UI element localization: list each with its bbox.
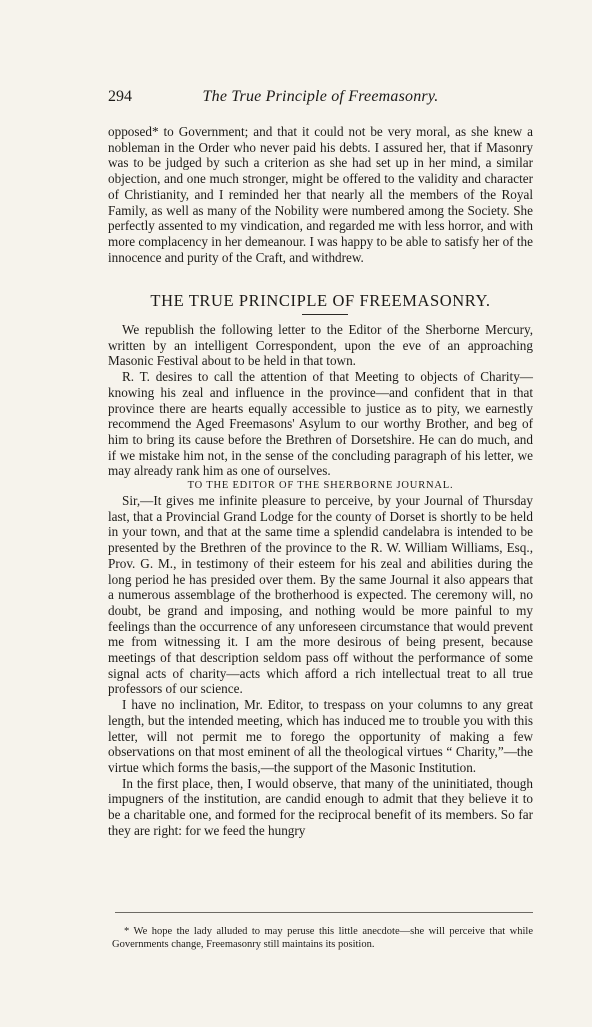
section-title: THE TRUE PRINCIPLE OF FREEMASONRY. [150,291,491,310]
paragraph-editor-note: R. T. desires to call the attention of that Meeting to objects of Charity—knowing his zeal and influence in the province—and confident that in that province there are hearts equally accessible to justice as to pity, we earnestly recommend the Aged Freemasons' Asylum to our worthy Brother, and beg of him to bring its cause before the Brethren of Dorsetshire. He can do much, and if we mistake him not, in the sense of the concluding paragraph of his letter, we may already rank him as one of ourselves. [108,369,533,479]
footnote: * We hope the lady alluded to may peruse this little anecdote—she will perceive that while Governments change, Freemasonry still maintains its position. [112,926,533,950]
paragraph-letter-opening: Sir,—It gives me infinite pleasure to perceive, by your Journal of Thursday last, that a Provincial Grand Lodge for the county of Dorset is shortly to be held in your town, and that at the same time a splendid candelabra is intended to be presented by the Brethren of the province to the R. W. William Williams, Esq., Prov. G. M., in testimony of their esteem for his zeal and abilities during the long period he has presided over them. By the same Journal it also appears that a numerous assemblage of the brotherhood is expected. The ceremony will, no doubt, be grand and imposing, and nothing would be more painful to my feelings than the occurrence of any unforeseen circumstance that would prevent me from witnessing it. I am the more desirous of being present, because meetings of that description seldom pass off without the performance of some signal acts of charity—acts which afford a rich intellectual treat to all true professors of our science. [108,493,533,697]
title-rule [302,314,348,315]
running-title: The True Principle of Freemasonry. [202,88,439,105]
page-header [108,88,533,110]
footnote-rule [115,912,533,913]
paragraph-charity: I have no inclination, Mr. Editor, to trespass on your columns to any great length, but the intended meeting, which has induced me to trouble you with this letter, will not permit me to forego the opportunity of making a few observations on that most eminent of all the theological virtues “ Charity,”—the virtue which forms the basis,—the support of the Masonic Institution. [108,697,533,775]
paragraph-intro-letter: We republish the following letter to the Editor of the Sherborne Mercury, written by an intelligent Correspondent, upon the eve of an approaching Masonic Festival about to be held in that town. [108,322,533,369]
paragraph-uninitiated: In the first place, then, I would observe, that many of the uninitiated, though impugners of the institution, are candid enough to admit that they believe it to be a charitable one, and formed for the reciprocal benefit of its members. So far they are right: for we feed the hungry [108,775,533,838]
intro-paragraph: opposed* to Government; and that it could not be very moral, as she knew a nobleman in the Order who never paid his debts. I assured her, that if Masonry was to be judged by such a criterion as she had set up in her mind, a similar objection, and one much stronger, might be offered to the validity and character of Christianity, and I reminded her that nearly all the members of the Royal Family, as well as many of the Nobility were numbered among the Society. She perfectly assented to my vindication, and regarded me with less horror, and with more complacency in her demeanour. I was happy to be able to satisfy her of the innocence and purity of the Craft, and withdrew. [108,124,533,265]
article-body [108,322,533,839]
letter-address: TO THE EDITOR OF THE SHERBORNE JOURNAL. [187,480,454,492]
page-number: 294 [108,88,132,105]
intro-paragraph-block [108,124,533,265]
